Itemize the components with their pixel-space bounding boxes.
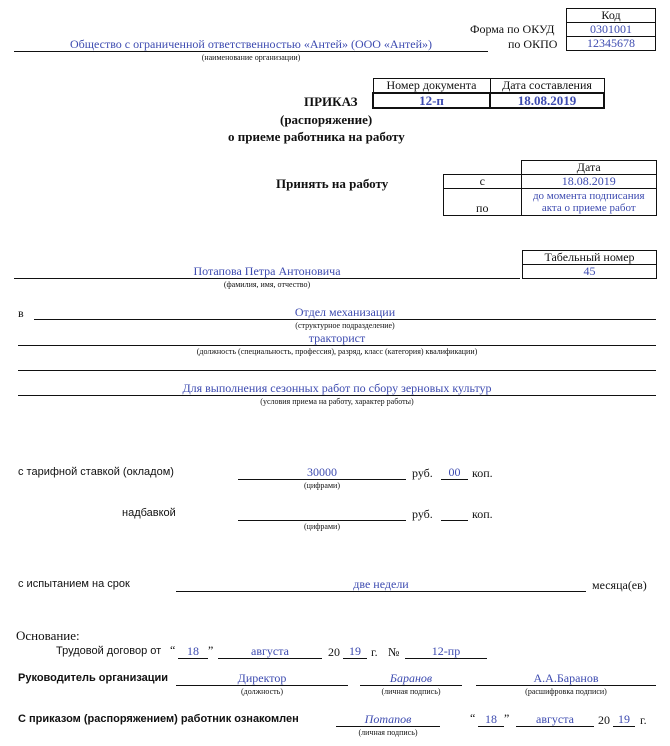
probation-unit: месяца(ев) — [592, 578, 647, 592]
organization-name: Общество с ограниченной ответственностью «Антей» (ООО «Антей») — [69, 37, 433, 51]
blank-line — [18, 370, 656, 371]
ack-close-quote: ” — [504, 711, 510, 725]
department-caption: (структурное подразделение) — [295, 321, 395, 330]
head-signature-caption: (личная подпись) — [381, 687, 441, 696]
doc-date: 18.08.2019 — [490, 93, 604, 108]
code-header: Код — [567, 9, 656, 23]
tab-number: 45 — [523, 265, 657, 279]
contract-number: 12-пр — [431, 644, 461, 658]
head-signature: Баранов — [389, 671, 433, 685]
position-line — [18, 345, 656, 346]
rate-kop-label: коп. — [472, 466, 493, 480]
ack-year: 19 — [618, 712, 630, 726]
contract-day: 18 — [187, 644, 199, 658]
conditions: Для выполнения сезонных работ по сбору зерновых культур — [182, 381, 492, 395]
bonus-label: надбавкой — [122, 507, 176, 519]
basis-label: Основание: — [16, 628, 80, 643]
position-caption: (должность (специальность, профессия), разряд, класс (категория) квалификации) — [196, 347, 478, 356]
ack-day: 18 — [485, 712, 497, 726]
ack-month: августа — [536, 712, 574, 726]
from-date: 18.08.2019 — [521, 175, 657, 189]
organization-line — [14, 51, 488, 52]
okud-value: 0301001 — [567, 23, 656, 37]
from-label: с — [444, 175, 522, 189]
bonus-kop-label: коп. — [472, 507, 493, 521]
contract-year: 19 — [349, 644, 361, 658]
bonus-kop-line — [441, 520, 468, 521]
to-value-line1: до момента подписания — [532, 190, 645, 202]
bonus-caption: (цифрами) — [304, 522, 340, 531]
rate-kop-value: 00 — [448, 465, 461, 479]
doc-number-table — [372, 78, 605, 109]
hire-label: Принять на работу — [276, 176, 389, 191]
order-title: ПРИКАЗ — [304, 94, 358, 109]
rate-caption: (цифрами) — [304, 481, 340, 490]
ack-year-suffix: г. — [640, 713, 647, 727]
employee-name: Потапова Петра Антоновича — [193, 264, 341, 278]
doc-number-header: Номер документа — [373, 79, 490, 94]
ack-label: С приказом (распоряжением) работник ознакомлен — [18, 713, 299, 725]
contract-year-prefix: 20 — [328, 645, 340, 659]
probation-line — [176, 591, 586, 592]
order-subject: о приеме работника на работу — [228, 129, 405, 144]
contract-month: августа — [251, 644, 289, 658]
in-label: в — [18, 306, 24, 320]
employee-name-caption: (фамилия, имя, отчество) — [223, 280, 311, 289]
rate-rub-label: руб. — [412, 466, 433, 480]
tab-number-table — [522, 250, 657, 279]
hire-period-table — [443, 160, 657, 216]
ack-signature: Потапов — [364, 712, 412, 726]
okud-label: Форма по ОКУД — [470, 22, 555, 36]
bonus-rub-label: руб. — [412, 507, 433, 521]
date-header: Дата — [521, 161, 657, 175]
ack-signature-caption: (личная подпись) — [358, 728, 418, 737]
okpo-label: по ОКПО — [508, 37, 558, 51]
rate-value: 30000 — [307, 465, 337, 479]
rate-kop-line — [441, 479, 468, 480]
head-position: Директор — [237, 671, 287, 685]
head-label: Руководитель организации — [18, 672, 169, 684]
rate-line — [238, 479, 406, 480]
head-name-caption: (расшифровка подписи) — [525, 687, 607, 696]
head-name: А.А.Баранов — [533, 671, 599, 685]
department-line — [34, 319, 656, 320]
codes-table — [566, 8, 656, 51]
conditions-caption: (условия приема на работу, характер работы) — [260, 397, 414, 406]
contract-open-quote: “ — [170, 643, 176, 657]
ack-open-quote: “ — [470, 711, 476, 725]
okpo-value: 12345678 — [567, 37, 656, 51]
bonus-line — [238, 520, 406, 521]
organization-caption: (наименование организации) — [201, 53, 301, 62]
rate-label: с тарифной ставкой (окладом) — [18, 466, 174, 478]
contract-label: Трудовой договор от — [56, 645, 162, 657]
ack-year-prefix: 20 — [598, 713, 610, 727]
head-position-caption: (должность) — [241, 687, 283, 696]
to-label: по — [444, 189, 522, 216]
order-directive: (распоряжение) — [280, 112, 373, 127]
position: тракторист — [308, 331, 366, 345]
to-value — [521, 189, 657, 216]
conditions-line — [18, 395, 656, 396]
contract-close-quote: ” — [208, 643, 214, 657]
contract-number-label: № — [388, 645, 400, 659]
tab-number-header: Табельный номер — [523, 251, 657, 265]
probation-label: с испытанием на срок — [18, 578, 130, 590]
doc-number: 12-п — [373, 93, 490, 108]
doc-date-header: Дата составления — [490, 79, 604, 94]
employee-name-line — [14, 278, 520, 279]
probation-value: две недели — [353, 577, 409, 591]
department: Отдел механизации — [294, 305, 396, 319]
to-value-line2: акта о приеме работ — [541, 202, 636, 214]
contract-year-suffix: г. — [371, 645, 378, 659]
